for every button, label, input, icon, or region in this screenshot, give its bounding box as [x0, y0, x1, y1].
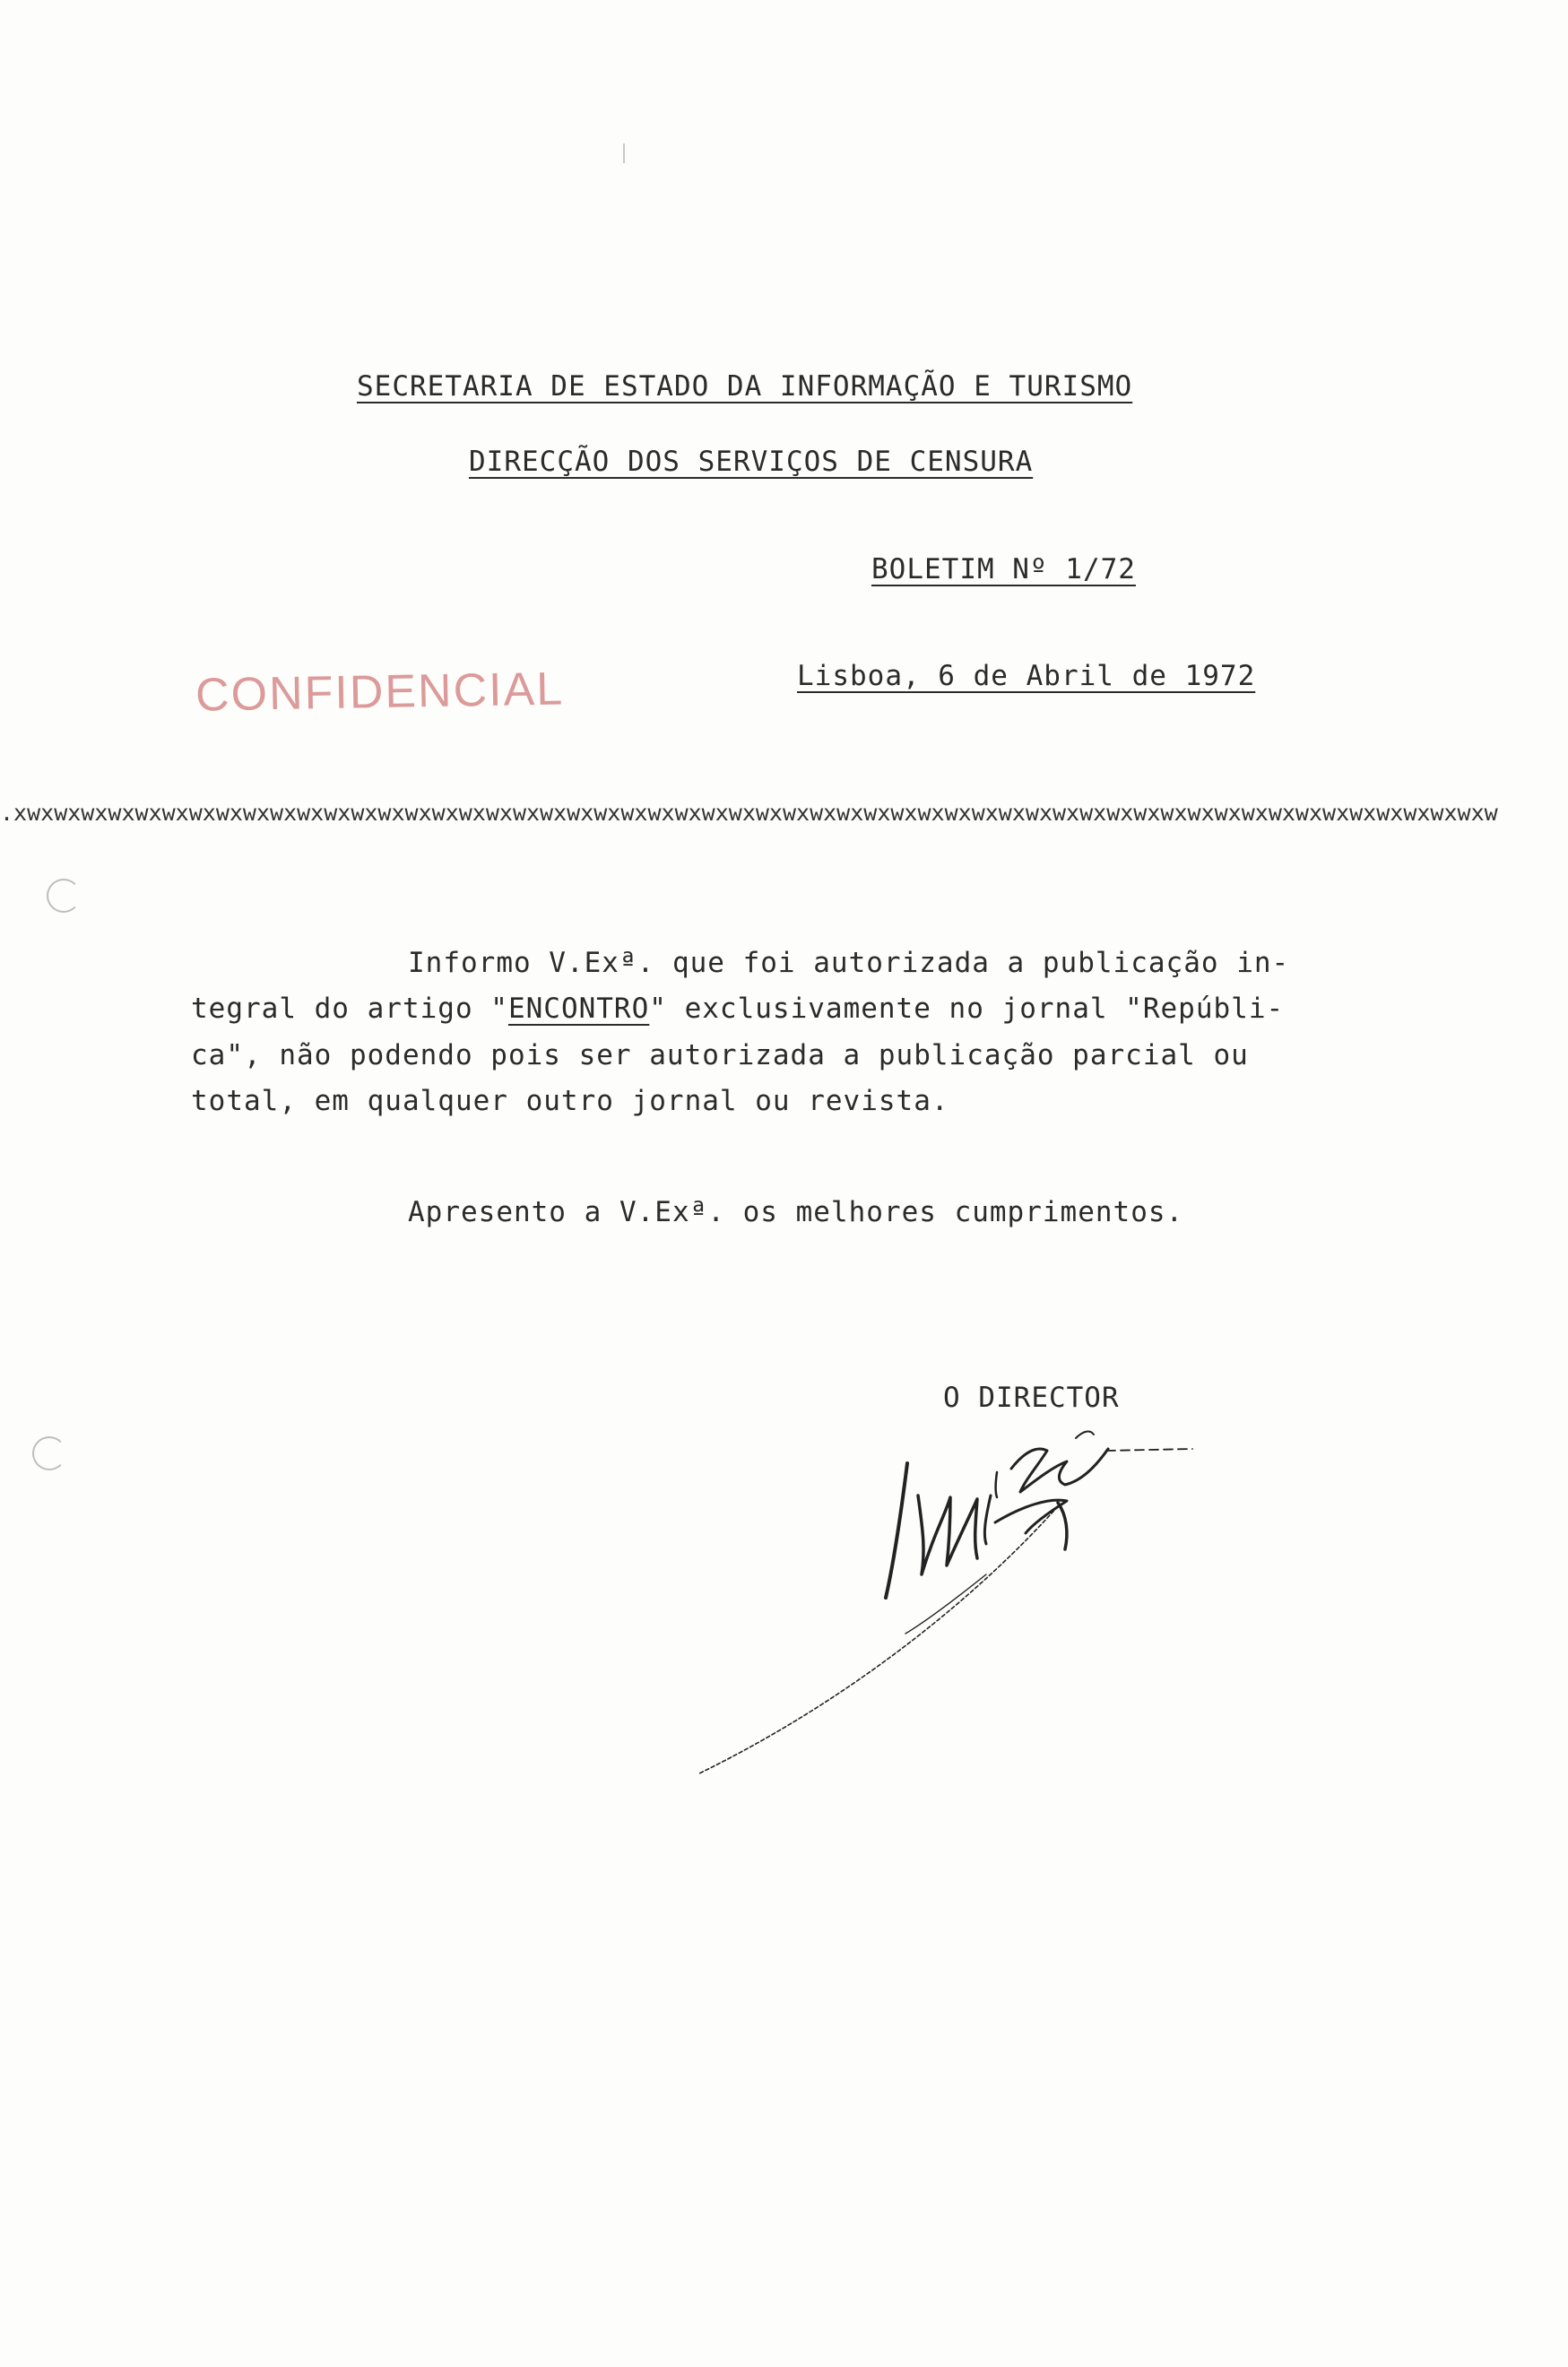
- paper-mark: [623, 143, 625, 163]
- punch-hole: [47, 879, 81, 913]
- confidential-stamp: CONFIDENCIAL: [195, 663, 565, 722]
- paragraph-text: tegral do artigo ": [191, 993, 508, 1025]
- bulletin-number: BOLETIM Nº 1/72: [871, 553, 1136, 585]
- closing-line: Apresento a V.Exª. os melhores cumprimentos.: [408, 1196, 1184, 1228]
- date-line: Lisboa, 6 de Abril de 1972: [797, 660, 1256, 692]
- article-title: ENCONTRO: [507, 993, 650, 1025]
- paragraph-line: total, em qualquer outro jornal ou revista.: [191, 1085, 949, 1117]
- handwritten-signature: [681, 1399, 1327, 1775]
- signatory-title: O DIRECTOR: [943, 1382, 1120, 1414]
- paragraph-line: ca", não podendo pois ser autorizada a publicação parcial ou: [191, 1039, 1249, 1071]
- paragraph-text: " exclusivamente no jornal "Repúbli-: [649, 993, 1285, 1025]
- punch-hole: [32, 1436, 66, 1470]
- paragraph-line: Informo V.Exª. que foi autorizada a publicação in-: [408, 947, 1290, 979]
- department-heading: DIRECÇÃO DOS SERVIÇOS DE CENSURA: [469, 446, 1034, 478]
- ministry-heading: SECRETARIA DE ESTADO DA INFORMAÇÃO E TURISMO: [357, 370, 1133, 403]
- paragraph-line: [191, 993, 1284, 1025]
- typed-separator: .xwxwxwxwxwxwxwxwxwxwxwxwxwxwxwxwxwxwxwxwxwxwxwxwxwxwxwxwxwxwxwxwxwxwxwxwxwxwxwxwxwxwxwxwxwxwxwxwxwxwxwxwxwxwxw: [0, 800, 1498, 826]
